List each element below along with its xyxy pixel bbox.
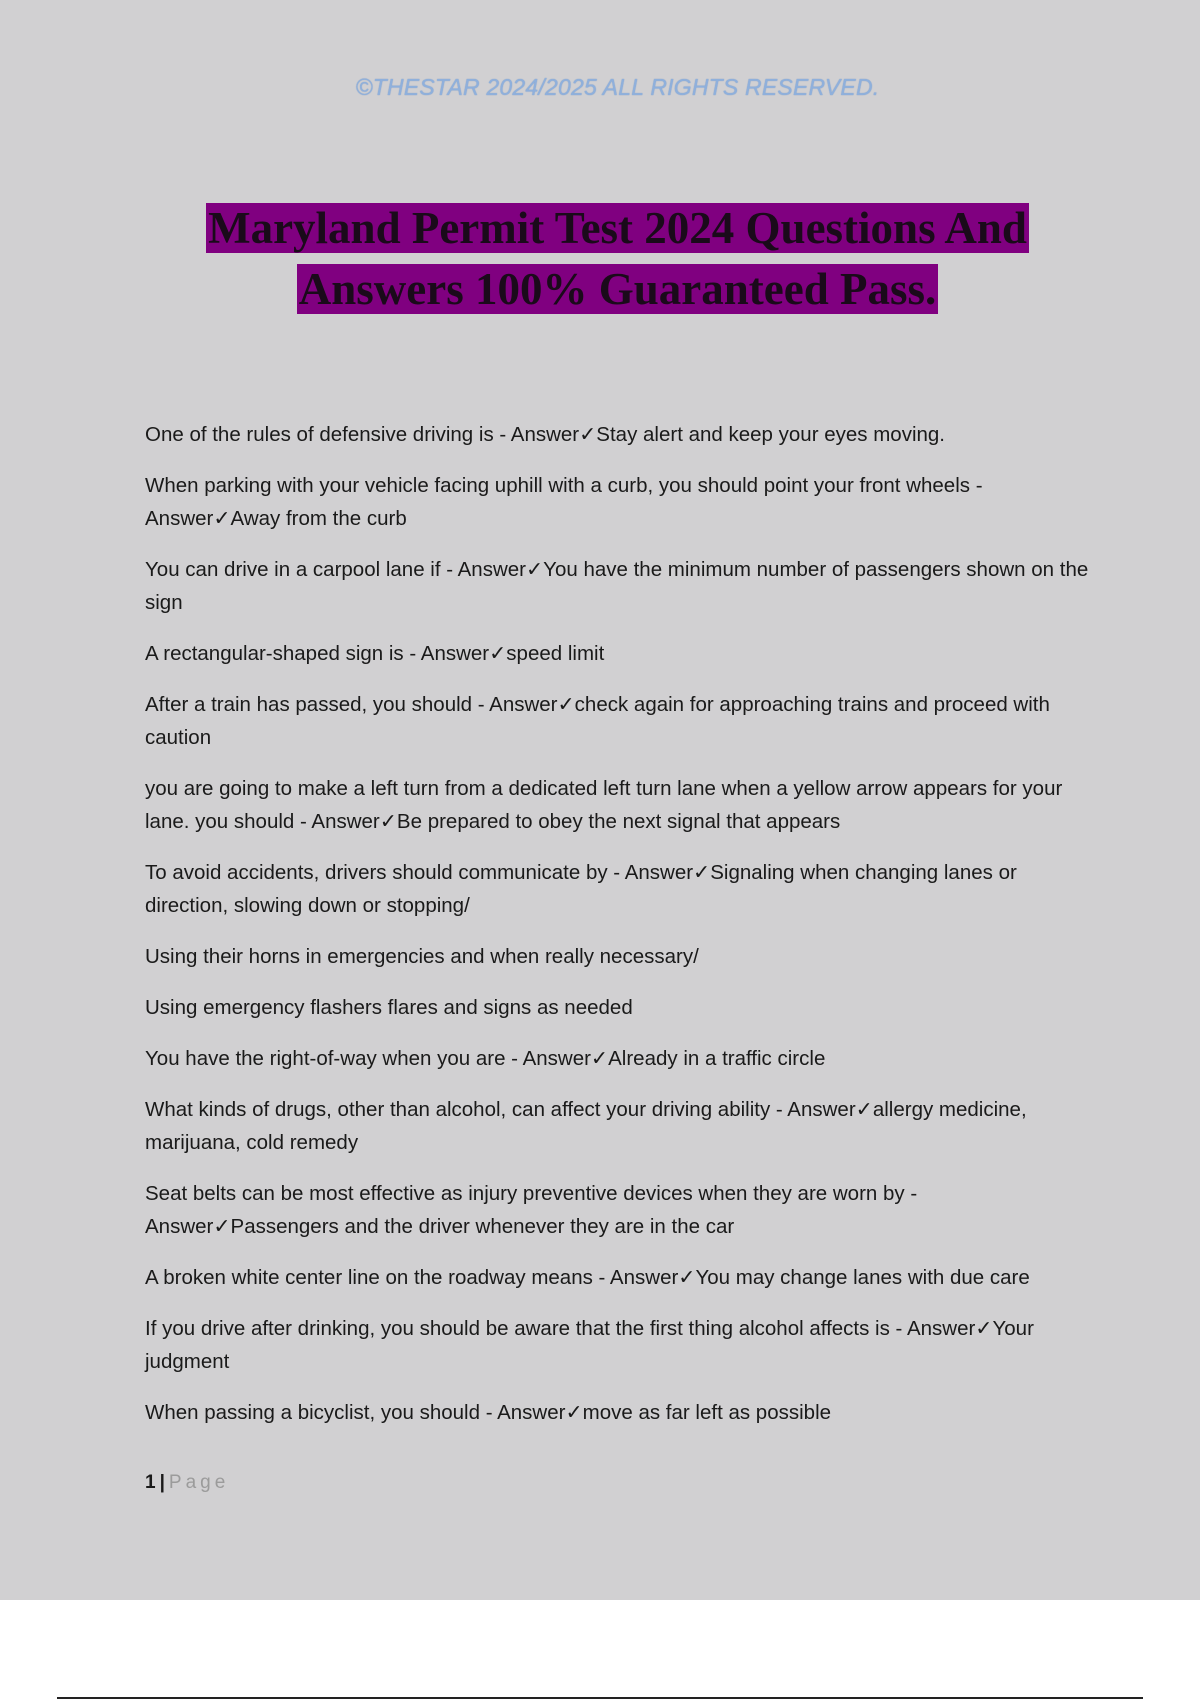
qa-item: One of the rules of defensive driving is - Answer✓Stay alert and keep your eyes moving. — [145, 423, 946, 446]
qa-item: If you drive after drinking, you should be aware that the first thing alcohol affects is - Answer✓Your judgment — [145, 1317, 1034, 1373]
qa-item: Seat belts can be most effective as injury preventive devices when they are worn by - Answer✓Passengers and the driver whenever they are in the car — [145, 1182, 918, 1238]
qa-item: To avoid accidents, drivers should communicate by - Answer✓Signaling when changing lanes or direction, slowing down or stopping/ — [145, 861, 1017, 917]
qa-item: you are going to make a left turn from a dedicated left turn lane when a yellow arrow appears for your lane. you should - Answer✓Be prepared to obey the next signal that appears — [145, 777, 1063, 833]
qa-item: After a train has passed, you should - Answer✓check again for approaching trains and proceed with caution — [145, 693, 1050, 749]
title-line-2: Answers 100% Guaranteed Pass. — [298, 264, 937, 314]
qa-item: Using their horns in emergencies and when really necessary/ — [145, 945, 699, 968]
page-separator: | — [159, 1472, 165, 1493]
document-title — [0, 198, 1200, 320]
qa-item: You can drive in a carpool lane if - Answer✓You have the minimum number of passengers shown on the sign — [145, 558, 1089, 614]
qa-item: Using emergency flashers flares and signs as needed — [145, 996, 633, 1019]
title-line-1: Maryland Permit Test 2024 Questions And — [208, 203, 1027, 253]
page-label: Page — [168, 1472, 230, 1493]
qa-item: A rectangular-shaped sign is - Answer✓speed limit — [145, 642, 605, 665]
qa-item: You have the right-of-way when you are - Answer✓Already in a traffic circle — [145, 1047, 826, 1070]
bottom-divider — [57, 1697, 1143, 1699]
copyright-header: ©THESTAR 2024/2025 ALL RIGHTS RESERVED. — [355, 74, 880, 100]
qa-list — [145, 418, 1095, 1447]
qa-item: When parking with your vehicle facing uphill with a curb, you should point your front wheels - Answer✓Away from the curb — [145, 474, 983, 530]
qa-item: A broken white center line on the roadway means - Answer✓You may change lanes with due care — [145, 1266, 1030, 1289]
qa-item: When passing a bicyclist, you should - Answer✓move as far left as possible — [145, 1401, 832, 1424]
page-footer — [145, 1472, 229, 1494]
qa-item: What kinds of drugs, other than alcohol, can affect your driving ability - Answer✓allergy medicine, marijuana, cold remedy — [145, 1098, 1027, 1154]
page-number: 1 — [145, 1472, 156, 1493]
